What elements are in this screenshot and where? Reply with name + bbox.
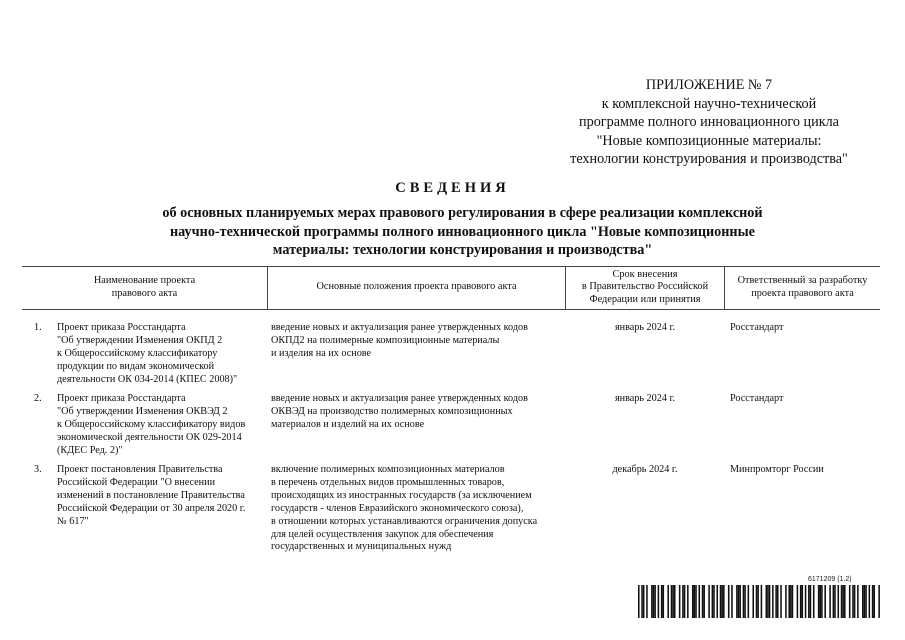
barcode-bar — [873, 585, 875, 618]
barcode-bar — [703, 585, 705, 618]
barcode-bar — [800, 585, 802, 618]
barcode-bar — [679, 585, 681, 618]
row-provisions: введение новых и актуализация ранее утвержденных кодов ОКВЭД на производство полимерных композиционных материалов и изделий на их основе — [271, 393, 528, 430]
appendix-header — [540, 76, 878, 169]
barcode-bar — [653, 585, 655, 618]
header-provisions: Основные положения проекта правового акта — [316, 281, 517, 293]
barcode-bar — [775, 585, 777, 618]
barcode-bar — [687, 585, 689, 618]
barcode-bar — [684, 585, 686, 618]
barcode-bar — [785, 585, 787, 618]
subtitle-line: материалы: технологии конструирования и производства" — [272, 242, 653, 258]
document-title: СВЕДЕНИЯ — [395, 180, 510, 196]
row-number: 3. — [34, 464, 42, 475]
barcode-bar — [736, 585, 738, 618]
row-deadline: январь 2024 г. — [614, 393, 676, 404]
barcode-bar — [757, 585, 759, 618]
appendix-line: "Новые композиционные материалы: — [596, 132, 822, 149]
barcode-bar — [658, 585, 660, 618]
barcode-bar — [672, 585, 674, 618]
barcode-bar — [739, 585, 741, 618]
barcode-bar — [692, 585, 694, 618]
barcode-bar — [744, 585, 746, 618]
appendix-line: технологии конструирования и производства" — [570, 151, 848, 167]
barcode-bar — [862, 585, 864, 618]
row-provisions: введение новых и актуализация ранее утвержденных кодов ОКПД2 на полимерные композиционные материалы и изделия на их основе — [271, 322, 528, 359]
barcode-bar — [841, 585, 843, 618]
barcode-bar — [777, 585, 779, 618]
barcode-bar — [852, 585, 854, 618]
header-bottom-rule — [22, 309, 880, 310]
barcode-bar — [818, 585, 820, 618]
header-responsible: Ответственный за разработку проекта правового акта — [737, 275, 868, 299]
barcode-bar — [837, 585, 839, 618]
barcode-bar — [667, 585, 669, 618]
barcode-bar — [699, 585, 701, 618]
barcode-bar — [721, 585, 723, 618]
barcode-bar — [723, 585, 725, 618]
subtitle-line: об основных планируемых мерах правового регулирования в сфере реализации комплексной — [162, 205, 763, 221]
barcode-bar — [661, 585, 663, 618]
header-deadline: Срок внесения в Правительство Российской Федерации или принятия — [581, 268, 709, 305]
barcode-bar — [854, 585, 856, 618]
barcode-bar — [864, 585, 866, 618]
barcode-bar — [651, 585, 653, 618]
barcode-bar — [761, 585, 763, 618]
barcode-bar — [720, 585, 722, 618]
barcode-bar — [695, 585, 697, 618]
barcode-bar — [654, 585, 656, 618]
barcode-bar — [743, 585, 745, 618]
barcode-bar — [643, 585, 645, 618]
row-deadline: январь 2024 г. — [614, 322, 676, 333]
barcode-bar — [767, 585, 769, 618]
header-name: Наименование проекта правового акта — [93, 275, 196, 299]
barcode-bar — [752, 585, 754, 618]
barcode-bar — [869, 585, 871, 618]
barcode-bar — [865, 585, 867, 618]
barcode-bar — [790, 585, 792, 618]
row-deadline: декабрь 2024 г. — [612, 464, 678, 475]
barcode-bar — [708, 585, 710, 618]
row-number: 2. — [34, 393, 42, 404]
barcode-bar — [780, 585, 782, 618]
barcode-bar — [833, 585, 835, 618]
barcode-bar — [716, 585, 718, 618]
document-subtitle — [110, 204, 815, 260]
row-act-name: Проект постановления Правительства Российской Федерации "О внесении изменений в постановление Правительства Российской Федерации от 30 апреля 2020 г. № 617" — [57, 464, 246, 527]
barcode-bar — [857, 585, 859, 618]
barcode-bar — [738, 585, 740, 618]
row-responsible: Минпромторг России — [730, 464, 824, 475]
barcode-bar — [638, 585, 640, 618]
barcode-bar — [712, 585, 714, 618]
barcode-bar — [663, 585, 665, 618]
barcode-bar — [641, 585, 643, 618]
barcode-bar — [731, 585, 733, 618]
barcode-bar — [844, 585, 846, 618]
barcode-bar — [849, 585, 851, 618]
barcode-bar — [756, 585, 758, 618]
barcode-bar — [829, 585, 831, 618]
barcode-bar — [674, 585, 676, 618]
subtitle-line: научно-технической программы полного инновационного цикла "Новые композиционные — [170, 223, 755, 240]
row-responsible: Росстандарт — [730, 393, 784, 404]
barcode-bar — [878, 585, 880, 618]
barcode-bar — [728, 585, 730, 618]
row-number: 1. — [34, 322, 42, 333]
barcode-bar — [820, 585, 822, 618]
barcode-bar — [766, 585, 768, 618]
barcode-bar — [671, 585, 673, 618]
barcode-bar — [702, 585, 704, 618]
barcode-bar — [682, 585, 684, 618]
barcode-bar — [772, 585, 774, 618]
row-responsible: Росстандарт — [730, 322, 784, 333]
barcode-bar — [797, 585, 799, 618]
table-top-rule — [22, 266, 880, 267]
barcode-bar — [808, 585, 810, 618]
row-act-name: Проект приказа Росстандарта "Об утверждении Изменения ОКВЭД 2 к Общероссийскому классификатору видов экономической деятельности ОК 029-2014 (КДЕС Ред. 2)" — [57, 393, 246, 456]
barcode-bar — [694, 585, 696, 618]
row-act-name: Проект приказа Росстандарта "Об утверждении Изменения ОКПД 2 к Общероссийскому классификатору продукции по видам экономической деятельности ОК 034-2014 (КПЕС 2008)" — [57, 322, 238, 385]
barcode — [638, 585, 880, 618]
barcode-bar — [821, 585, 823, 618]
barcode-bar — [813, 585, 815, 618]
barcode-bar — [788, 585, 790, 618]
barcode-bar — [842, 585, 844, 618]
barcode-bar — [872, 585, 874, 618]
barcode-bar — [824, 585, 826, 618]
barcode-bar — [805, 585, 807, 618]
barcode-bar — [810, 585, 812, 618]
barcode-bar — [646, 585, 648, 618]
barcode-bar — [713, 585, 715, 618]
barcode-number: 6171209 (1.2) — [808, 576, 852, 583]
barcode-bar — [748, 585, 750, 618]
barcode-bar — [792, 585, 794, 618]
appendix-line: к комплексной научно-технической — [601, 95, 817, 112]
barcode-bar — [802, 585, 804, 618]
appendix-line: ПРИЛОЖЕНИЕ № 7 — [645, 77, 773, 93]
row-provisions: включение полимерных композиционных материалов в перечень отдельных видов промышленных товаров, происходящих из иностранных государств (за исключением государств - членов Евразийского экономического союза), в отношении которых устанавливаются ограничения допуска для целей осуществления закупок для обеспечения государственных и муниципальных нужд — [271, 464, 538, 553]
barcode-bar — [834, 585, 836, 618]
appendix-line: программе полного инновационного цикла — [579, 114, 839, 130]
barcode-bar — [769, 585, 771, 618]
